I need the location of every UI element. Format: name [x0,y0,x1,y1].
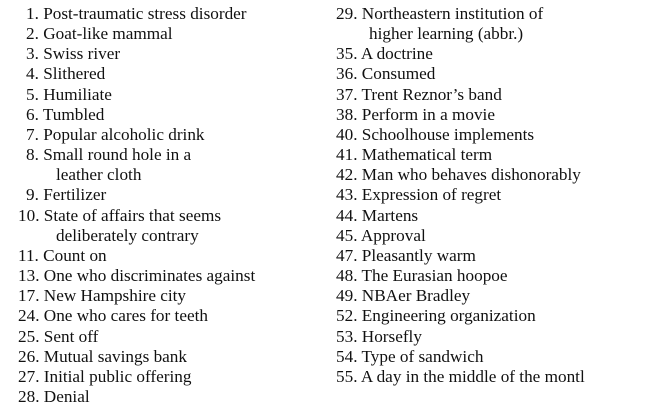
clue-item [336,44,648,64]
clue-text: 44. Martens [336,205,419,225]
clue-item [336,125,648,145]
clue-text: 45. Approval [336,225,426,245]
clue-item [4,24,334,44]
clue-text: 43. Expression of regret [336,185,502,205]
clue-text: 38. Perform in a movie [336,104,495,124]
clue-text: 55. A day in the middle of the montl [336,366,585,386]
clue-item [336,306,648,326]
clue-text: 3. Swiss river [26,44,121,64]
clue-item [4,125,334,145]
clue-text: 10. State of affairs that seems [18,205,222,225]
clue-text: 24. One who cares for teeth [18,306,208,326]
clue-item [4,246,334,266]
clue-item [4,85,334,105]
clue-item [336,246,648,266]
clue-text: 17. New Hampshire city [18,286,187,306]
clue-item [336,165,648,185]
clue-text: 52. Engineering organization [336,306,536,326]
clue-item [336,226,648,246]
clue-text: 41. Mathematical term [336,145,493,165]
clue-item [4,105,334,125]
clue-item [336,367,648,387]
clue-item [336,286,648,306]
clue-text: 49. NBAer Bradley [336,286,471,306]
clue-text: 7. Popular alcoholic drink [26,124,205,144]
clue-item [4,327,334,347]
clue-item [4,306,334,326]
clue-item [4,44,334,64]
clue-item [4,367,334,387]
clue-text-continuation: deliberately contrary [56,225,199,245]
clue-text: 27. Initial public offering [18,366,192,386]
clue-text: 2. Goat-like mammal [26,24,173,44]
clue-column-left [4,4,334,407]
clue-item [336,4,648,44]
clue-column-right [336,4,648,387]
clue-item [336,266,648,286]
clue-item [4,347,334,367]
clue-text: 28. Denial [18,386,90,406]
clue-text: 29. Northeastern institution of [336,4,544,23]
clue-item [336,105,648,125]
clue-text: 37. Trent Reznor’s band [336,84,502,104]
clue-item [4,145,334,185]
clue-text: 53. Horsefly [336,326,422,346]
clue-item [336,145,648,165]
clue-item [336,206,648,226]
clue-text: 9. Fertilizer [26,185,107,205]
clue-text: 36. Consumed [336,64,436,84]
clue-text: 11. Count on [18,245,107,265]
clue-text: 35. A doctrine [336,44,433,64]
clue-item [4,185,334,205]
clue-text: 26. Mutual savings bank [18,346,187,366]
clue-text-continuation: leather cloth [56,165,142,185]
clue-item [4,206,334,246]
clue-item [336,64,648,84]
clue-text: 5. Humiliate [26,84,112,104]
clue-item [4,286,334,306]
clue-item [336,85,648,105]
clue-text: 1. Post-traumatic stress disorder [26,4,247,23]
clue-item [4,64,334,84]
clue-text: 6. Tumbled [26,104,105,124]
clue-text: 42. Man who behaves dishonorably [336,165,581,185]
clue-text-continuation: higher learning (abbr.) [369,24,524,44]
clue-text: 47. Pleasantly warm [336,245,476,265]
clue-text: 40. Schoolhouse implements [336,124,535,144]
clue-item [4,4,334,24]
clue-item [336,185,648,205]
clue-text: 54. Type of sandwich [336,346,484,366]
clue-text: 4. Slithered [26,64,106,84]
clue-item [336,327,648,347]
clue-text: 8. Small round hole in a [26,145,192,165]
clue-item [4,266,334,286]
clue-text: 48. The Eurasian hoopoe [336,266,508,286]
clue-text: 13. One who discriminates against [18,266,256,286]
clue-item [336,347,648,367]
clue-text: 25. Sent off [18,326,99,346]
clue-item [4,387,334,407]
